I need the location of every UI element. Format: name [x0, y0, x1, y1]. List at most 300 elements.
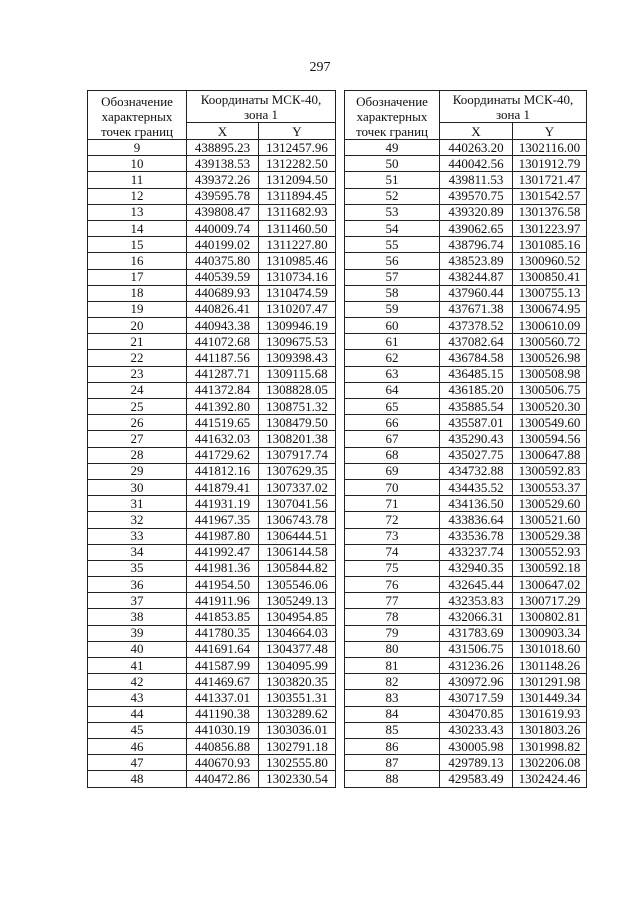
table-row — [88, 382, 336, 398]
x-coordinate-cell: 436784.58 — [440, 350, 513, 366]
table-row — [345, 625, 587, 641]
y-coordinate-cell: 1309675.53 — [259, 334, 336, 350]
x-coordinate-cell: 439062.65 — [440, 220, 513, 236]
table-row — [345, 382, 587, 398]
coord-title-line1: Координаты МСК-40, — [200, 91, 322, 107]
table-row — [345, 577, 587, 593]
point-number-cell: 24 — [88, 382, 187, 398]
point-number-cell: 46 — [88, 738, 187, 754]
y-coordinate-cell: 1300674.95 — [513, 301, 587, 317]
y-coordinate-cell: 1311894.45 — [259, 188, 336, 204]
x-coordinate-cell: 431506.75 — [440, 641, 513, 657]
table-row — [345, 188, 587, 204]
x-coordinate-cell: 439372.26 — [187, 172, 259, 188]
table-row — [345, 496, 587, 512]
table-row — [345, 690, 587, 706]
point-label-line: точек границ — [355, 124, 429, 139]
table-row — [88, 479, 336, 495]
point-number-cell: 25 — [88, 399, 187, 415]
y-coordinate-cell: 1301721.47 — [513, 172, 587, 188]
x-coordinate-cell: 441337.01 — [187, 690, 259, 706]
table-row — [88, 755, 336, 771]
point-number-cell: 20 — [88, 318, 187, 334]
table-row — [88, 188, 336, 204]
table-row — [88, 577, 336, 593]
x-coordinate-cell: 441954.50 — [187, 577, 259, 593]
y-coordinate-cell: 1302424.46 — [513, 771, 587, 787]
y-coordinate-cell: 1301998.82 — [513, 738, 587, 754]
table-row — [345, 447, 587, 463]
point-number-cell: 36 — [88, 577, 187, 593]
y-coordinate-cell: 1310734.16 — [259, 269, 336, 285]
x-coordinate-cell: 441187.56 — [187, 350, 259, 366]
point-number-cell: 79 — [345, 625, 440, 641]
x-coordinate-cell: 432940.35 — [440, 560, 513, 576]
table-row — [88, 738, 336, 754]
point-number-cell: 52 — [345, 188, 440, 204]
y-coordinate-cell: 1303036.01 — [259, 722, 336, 738]
x-coordinate-cell: 440199.02 — [187, 237, 259, 253]
y-coordinate-cell: 1309115.68 — [259, 366, 336, 382]
point-number-cell: 18 — [88, 285, 187, 301]
table-row — [345, 674, 587, 690]
table-row — [345, 334, 587, 350]
x-coordinate-cell: 441632.03 — [187, 431, 259, 447]
table-row — [88, 690, 336, 706]
y-coordinate-cell: 1300755.13 — [513, 285, 587, 301]
y-coordinate-cell: 1300592.83 — [513, 463, 587, 479]
table-row — [345, 479, 587, 495]
y-coordinate-cell: 1301542.57 — [513, 188, 587, 204]
point-number-cell: 39 — [88, 625, 187, 641]
x-coordinate-cell: 433836.64 — [440, 512, 513, 528]
x-coordinate-cell: 441030.19 — [187, 722, 259, 738]
x-coordinate-cell: 437378.52 — [440, 318, 513, 334]
point-number-cell: 53 — [345, 204, 440, 220]
point-number-cell: 38 — [88, 609, 187, 625]
x-coordinate-cell: 432645.44 — [440, 577, 513, 593]
point-number-cell: 88 — [345, 771, 440, 787]
y-coordinate-cell: 1301085.16 — [513, 237, 587, 253]
x-coordinate-cell: 441981.36 — [187, 560, 259, 576]
point-label-line: характерных — [101, 109, 173, 124]
point-number-cell: 78 — [345, 609, 440, 625]
table-row — [88, 625, 336, 641]
point-number-cell: 48 — [88, 771, 187, 787]
point-number-cell: 42 — [88, 674, 187, 690]
table-row — [88, 658, 336, 674]
x-coordinate-cell: 433237.74 — [440, 544, 513, 560]
y-coordinate-cell: 1300508.98 — [513, 366, 587, 382]
table-row — [345, 415, 587, 431]
point-number-cell: 60 — [345, 318, 440, 334]
x-coordinate-cell: 441287.71 — [187, 366, 259, 382]
coord-title-line2: зона 1 — [243, 106, 279, 122]
table-row — [345, 738, 587, 754]
x-coordinate-cell: 432066.31 — [440, 609, 513, 625]
point-label-line: характерных — [356, 109, 428, 124]
y-coordinate-cell: 1311460.50 — [259, 220, 336, 236]
y-coordinate-cell: 1301912.79 — [513, 156, 587, 172]
x-coordinate-cell: 440670.93 — [187, 755, 259, 771]
point-number-cell: 30 — [88, 479, 187, 495]
y-coordinate-cell: 1312282.50 — [259, 156, 336, 172]
point-number-cell: 12 — [88, 188, 187, 204]
point-number-cell: 56 — [345, 253, 440, 269]
table-row — [88, 204, 336, 220]
y-coordinate-cell: 1305844.82 — [259, 560, 336, 576]
x-coordinate-cell: 432353.83 — [440, 593, 513, 609]
x-coordinate-cell: 441987.80 — [187, 528, 259, 544]
table-row — [88, 593, 336, 609]
point-number-cell: 10 — [88, 156, 187, 172]
table-row — [345, 172, 587, 188]
table-row — [88, 447, 336, 463]
point-number-cell: 15 — [88, 237, 187, 253]
table-row — [88, 334, 336, 350]
x-coordinate-cell: 434136.50 — [440, 496, 513, 512]
point-number-cell: 81 — [345, 658, 440, 674]
x-coordinate-cell: 439595.78 — [187, 188, 259, 204]
table-row — [345, 560, 587, 576]
point-number-cell: 68 — [345, 447, 440, 463]
table-row — [345, 318, 587, 334]
y-coordinate-cell: 1301619.93 — [513, 706, 587, 722]
x-coordinate-cell: 436485.15 — [440, 366, 513, 382]
table-row — [88, 544, 336, 560]
y-coordinate-cell: 1300552.93 — [513, 544, 587, 560]
x-coordinate-cell: 430470.85 — [440, 706, 513, 722]
y-coordinate-cell: 1300529.38 — [513, 528, 587, 544]
y-coordinate-cell: 1308201.38 — [259, 431, 336, 447]
y-coordinate-cell: 1312094.50 — [259, 172, 336, 188]
y-column-header: Y — [259, 123, 336, 140]
x-coordinate-cell: 441931.19 — [187, 496, 259, 512]
table-row — [88, 350, 336, 366]
y-coordinate-cell: 1305249.13 — [259, 593, 336, 609]
y-coordinate-cell: 1301803.26 — [513, 722, 587, 738]
table-row — [88, 269, 336, 285]
point-number-cell: 74 — [345, 544, 440, 560]
x-coordinate-cell: 429583.49 — [440, 771, 513, 787]
table-row — [88, 771, 336, 787]
table-row — [345, 269, 587, 285]
y-coordinate-cell: 1302116.00 — [513, 140, 587, 156]
table-row — [88, 609, 336, 625]
x-coordinate-cell: 439320.89 — [440, 204, 513, 220]
y-coordinate-cell: 1303551.31 — [259, 690, 336, 706]
x-coordinate-cell: 436185.20 — [440, 382, 513, 398]
point-number-cell: 76 — [345, 577, 440, 593]
x-coordinate-cell: 435885.54 — [440, 399, 513, 415]
point-number-cell: 27 — [88, 431, 187, 447]
y-coordinate-cell: 1304954.85 — [259, 609, 336, 625]
y-coordinate-cell: 1308751.32 — [259, 399, 336, 415]
table-row — [345, 220, 587, 236]
table-row — [345, 237, 587, 253]
x-coordinate-cell: 435587.01 — [440, 415, 513, 431]
x-coordinate-cell: 440375.80 — [187, 253, 259, 269]
x-coordinate-cell: 430005.98 — [440, 738, 513, 754]
point-number-cell: 83 — [345, 690, 440, 706]
y-coordinate-cell: 1306444.51 — [259, 528, 336, 544]
coordinates-table-left — [87, 90, 336, 788]
table-row — [345, 253, 587, 269]
point-number-cell: 28 — [88, 447, 187, 463]
y-column-header: Y — [513, 123, 587, 140]
y-coordinate-cell: 1305546.06 — [259, 577, 336, 593]
table-row — [88, 220, 336, 236]
y-coordinate-cell: 1300802.81 — [513, 609, 587, 625]
point-number-cell: 51 — [345, 172, 440, 188]
x-coordinate-cell: 441372.84 — [187, 382, 259, 398]
point-label-header — [88, 91, 187, 140]
x-coordinate-cell: 430717.59 — [440, 690, 513, 706]
point-number-cell: 17 — [88, 269, 187, 285]
point-number-cell: 40 — [88, 641, 187, 657]
x-coordinate-cell: 435027.75 — [440, 447, 513, 463]
x-coordinate-cell: 441879.41 — [187, 479, 259, 495]
x-column-header: X — [440, 123, 513, 140]
y-coordinate-cell: 1311227.80 — [259, 237, 336, 253]
point-number-cell: 54 — [345, 220, 440, 236]
table-row — [345, 593, 587, 609]
point-number-cell: 66 — [345, 415, 440, 431]
x-coordinate-cell: 441911.96 — [187, 593, 259, 609]
table-row — [345, 463, 587, 479]
x-coordinate-cell: 437960.44 — [440, 285, 513, 301]
table-row — [88, 285, 336, 301]
table-row — [345, 528, 587, 544]
point-number-cell: 32 — [88, 512, 187, 528]
point-label-line: Обозначение — [101, 94, 173, 109]
y-coordinate-cell: 1307917.74 — [259, 447, 336, 463]
point-number-cell: 44 — [88, 706, 187, 722]
table-row — [88, 301, 336, 317]
y-coordinate-cell: 1300529.60 — [513, 496, 587, 512]
y-coordinate-cell: 1301376.58 — [513, 204, 587, 220]
x-coordinate-cell: 441072.68 — [187, 334, 259, 350]
point-label-line: точек границ — [100, 124, 174, 139]
x-coordinate-cell: 439138.53 — [187, 156, 259, 172]
y-coordinate-cell: 1311682.93 — [259, 204, 336, 220]
y-coordinate-cell: 1301148.26 — [513, 658, 587, 674]
x-coordinate-cell: 431236.26 — [440, 658, 513, 674]
y-coordinate-cell: 1300549.60 — [513, 415, 587, 431]
point-number-cell: 50 — [345, 156, 440, 172]
point-number-cell: 23 — [88, 366, 187, 382]
y-coordinate-cell: 1301223.97 — [513, 220, 587, 236]
x-coordinate-cell: 438244.87 — [440, 269, 513, 285]
x-coordinate-cell: 433536.78 — [440, 528, 513, 544]
x-coordinate-cell: 435290.43 — [440, 431, 513, 447]
y-coordinate-cell: 1307629.35 — [259, 463, 336, 479]
table-row — [345, 544, 587, 560]
table-row — [88, 156, 336, 172]
x-coordinate-cell: 441691.64 — [187, 641, 259, 657]
x-coordinate-cell: 430972.96 — [440, 674, 513, 690]
x-coordinate-cell: 440042.56 — [440, 156, 513, 172]
table-row — [88, 253, 336, 269]
point-number-cell: 34 — [88, 544, 187, 560]
x-coordinate-cell: 441812.16 — [187, 463, 259, 479]
y-coordinate-cell: 1300960.52 — [513, 253, 587, 269]
point-number-cell: 61 — [345, 334, 440, 350]
table-row — [88, 415, 336, 431]
x-coordinate-cell: 441190.38 — [187, 706, 259, 722]
table-row — [345, 641, 587, 657]
x-coordinate-cell: 441729.62 — [187, 447, 259, 463]
x-coordinate-cell: 441992.47 — [187, 544, 259, 560]
x-coordinate-cell: 434435.52 — [440, 479, 513, 495]
x-coordinate-cell: 441780.35 — [187, 625, 259, 641]
y-coordinate-cell: 1306743.78 — [259, 512, 336, 528]
x-coordinate-cell: 440826.41 — [187, 301, 259, 317]
y-coordinate-cell: 1312457.96 — [259, 140, 336, 156]
point-number-cell: 57 — [345, 269, 440, 285]
y-coordinate-cell: 1303289.62 — [259, 706, 336, 722]
y-coordinate-cell: 1300647.02 — [513, 577, 587, 593]
x-coordinate-cell: 440009.74 — [187, 220, 259, 236]
table-row — [88, 172, 336, 188]
point-number-cell: 55 — [345, 237, 440, 253]
table-row — [345, 366, 587, 382]
table-row — [345, 722, 587, 738]
coord-title-line1: Координаты МСК-40, — [452, 91, 574, 107]
point-number-cell: 59 — [345, 301, 440, 317]
table-row — [88, 237, 336, 253]
x-coordinate-cell: 440263.20 — [440, 140, 513, 156]
y-coordinate-cell: 1310985.46 — [259, 253, 336, 269]
y-coordinate-cell: 1302206.08 — [513, 755, 587, 771]
x-coordinate-cell: 440689.93 — [187, 285, 259, 301]
point-number-cell: 31 — [88, 496, 187, 512]
point-number-cell: 65 — [345, 399, 440, 415]
point-number-cell: 33 — [88, 528, 187, 544]
x-coordinate-cell: 437082.64 — [440, 334, 513, 350]
point-number-cell: 69 — [345, 463, 440, 479]
x-coordinate-cell: 440539.59 — [187, 269, 259, 285]
table-row — [88, 463, 336, 479]
y-coordinate-cell: 1301291.98 — [513, 674, 587, 690]
point-number-cell: 21 — [88, 334, 187, 350]
point-number-cell: 26 — [88, 415, 187, 431]
point-number-cell: 77 — [345, 593, 440, 609]
x-coordinate-cell: 438796.74 — [440, 237, 513, 253]
y-coordinate-cell: 1306144.58 — [259, 544, 336, 560]
y-coordinate-cell: 1300647.88 — [513, 447, 587, 463]
point-number-cell: 70 — [345, 479, 440, 495]
table-row — [88, 641, 336, 657]
table-row — [88, 512, 336, 528]
x-coordinate-cell: 441469.67 — [187, 674, 259, 690]
x-coordinate-cell: 440472.86 — [187, 771, 259, 787]
point-number-cell: 13 — [88, 204, 187, 220]
y-coordinate-cell: 1300560.72 — [513, 334, 587, 350]
y-coordinate-cell: 1309398.43 — [259, 350, 336, 366]
x-coordinate-cell: 440943.38 — [187, 318, 259, 334]
table-row — [88, 722, 336, 738]
table-row — [88, 674, 336, 690]
point-number-cell: 35 — [88, 560, 187, 576]
page-number: 297 — [309, 60, 331, 75]
x-coordinate-cell: 439811.53 — [440, 172, 513, 188]
y-coordinate-cell: 1300592.18 — [513, 560, 587, 576]
y-coordinate-cell: 1300594.56 — [513, 431, 587, 447]
y-coordinate-cell: 1300521.60 — [513, 512, 587, 528]
table-row — [345, 706, 587, 722]
y-coordinate-cell: 1300520.30 — [513, 399, 587, 415]
x-coordinate-cell: 441853.85 — [187, 609, 259, 625]
y-coordinate-cell: 1300526.98 — [513, 350, 587, 366]
table-row — [345, 658, 587, 674]
y-coordinate-cell: 1302330.54 — [259, 771, 336, 787]
x-coordinate-cell: 430233.43 — [440, 722, 513, 738]
point-number-cell: 29 — [88, 463, 187, 479]
y-coordinate-cell: 1301018.60 — [513, 641, 587, 657]
table-row — [88, 560, 336, 576]
y-coordinate-cell: 1300506.75 — [513, 382, 587, 398]
table-row — [345, 140, 587, 156]
point-number-cell: 84 — [345, 706, 440, 722]
y-coordinate-cell: 1309946.19 — [259, 318, 336, 334]
point-label-header — [345, 91, 440, 140]
point-number-cell: 67 — [345, 431, 440, 447]
x-coordinate-cell: 431783.69 — [440, 625, 513, 641]
point-number-cell: 87 — [345, 755, 440, 771]
x-coordinate-cell: 441519.65 — [187, 415, 259, 431]
y-coordinate-cell: 1300903.34 — [513, 625, 587, 641]
x-coordinate-cell: 439808.47 — [187, 204, 259, 220]
y-coordinate-cell: 1308479.50 — [259, 415, 336, 431]
table-row — [88, 399, 336, 415]
y-coordinate-cell: 1304377.48 — [259, 641, 336, 657]
point-number-cell: 37 — [88, 593, 187, 609]
x-coordinate-cell: 441967.35 — [187, 512, 259, 528]
y-coordinate-cell: 1302555.80 — [259, 755, 336, 771]
point-number-cell: 73 — [345, 528, 440, 544]
point-number-cell: 63 — [345, 366, 440, 382]
table-row — [345, 512, 587, 528]
y-coordinate-cell: 1300850.41 — [513, 269, 587, 285]
point-number-cell: 16 — [88, 253, 187, 269]
y-coordinate-cell: 1304664.03 — [259, 625, 336, 641]
point-number-cell: 80 — [345, 641, 440, 657]
point-number-cell: 11 — [88, 172, 187, 188]
table-row — [88, 140, 336, 156]
y-coordinate-cell: 1310207.47 — [259, 301, 336, 317]
x-coordinate-cell: 439570.75 — [440, 188, 513, 204]
point-number-cell: 82 — [345, 674, 440, 690]
x-coordinate-cell: 438895.23 — [187, 140, 259, 156]
point-number-cell: 43 — [88, 690, 187, 706]
table-row — [345, 301, 587, 317]
y-coordinate-cell: 1308828.05 — [259, 382, 336, 398]
coord-title-line2: зона 1 — [495, 106, 531, 122]
y-coordinate-cell: 1303820.35 — [259, 674, 336, 690]
point-number-cell: 45 — [88, 722, 187, 738]
point-number-cell: 19 — [88, 301, 187, 317]
point-number-cell: 86 — [345, 738, 440, 754]
y-coordinate-cell: 1301449.34 — [513, 690, 587, 706]
point-number-cell: 62 — [345, 350, 440, 366]
point-number-cell: 85 — [345, 722, 440, 738]
table-row — [345, 285, 587, 301]
y-coordinate-cell: 1307041.56 — [259, 496, 336, 512]
point-number-cell: 64 — [345, 382, 440, 398]
point-label-line: Обозначение — [356, 94, 428, 109]
table-row — [88, 318, 336, 334]
